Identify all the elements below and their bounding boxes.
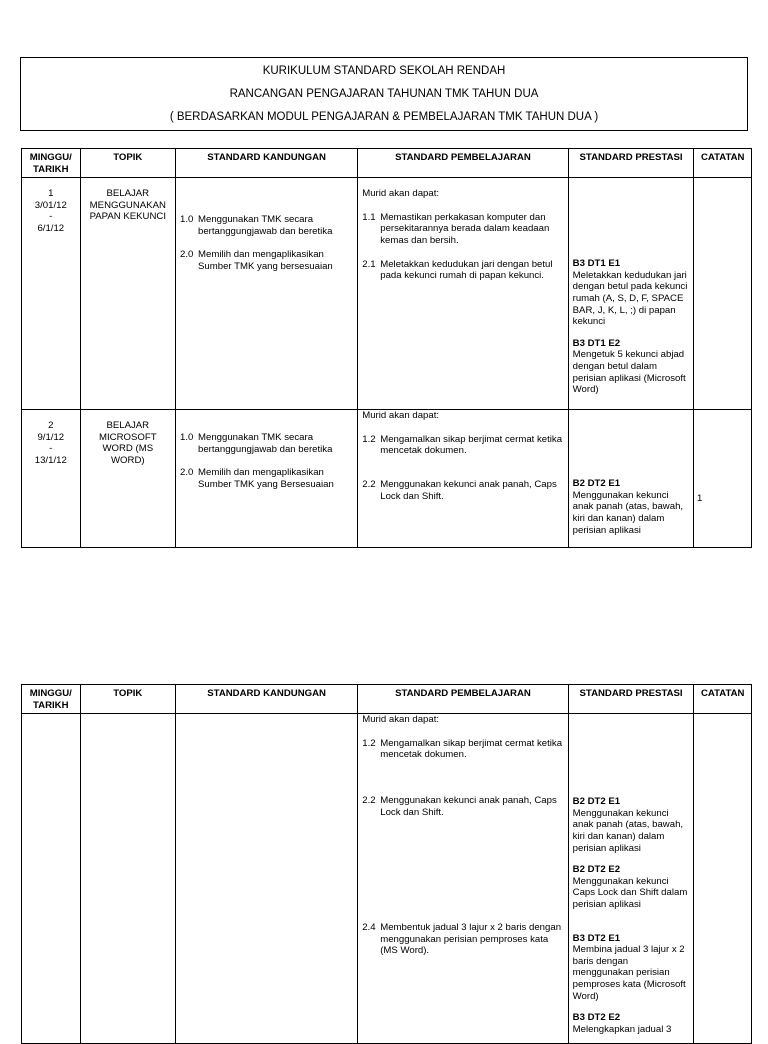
item-number: 1.2 [362, 737, 376, 749]
item-text: Menggunakan TMK secara bertanggungjawab dan beretika [198, 214, 333, 237]
week-date-separator: - [49, 211, 53, 223]
minggu-cell [22, 714, 81, 1044]
catatan-cell [694, 410, 752, 548]
prestasi-code: B3 DT2 E2 [572, 1012, 621, 1024]
prestasi-cell [568, 410, 694, 548]
pembelajaran-item [362, 922, 563, 957]
item-number: 2.2 [362, 478, 376, 490]
col-topik-header: TOPIK [80, 149, 175, 178]
kandungan-item [180, 467, 353, 490]
document-header [20, 57, 748, 131]
table-header-row [22, 685, 752, 714]
prestasi-text: Menggunakan kekunci anak panah (atas, bawah, kiri dan kanan) dalam perisian aplikasi [572, 807, 684, 854]
catatan-cell [694, 714, 752, 1044]
prestasi-text: Menggunakan kekunci Caps Lock dan Shift dalam perisian aplikasi [572, 875, 688, 910]
week-number: 2 [48, 420, 54, 432]
week-end-date: 13/1/12 [34, 454, 67, 466]
table-row [22, 714, 752, 1044]
prestasi-code: B2 DT2 E2 [572, 864, 621, 876]
header-subtitle: RANCANGAN PENGAJARAN TAHUNAN TMK TAHUN DUA [229, 88, 539, 100]
prestasi-text: Meletakkan kedudukan jari dengan betul pada kekunci rumah (A, S, D, F, SPACE BAR, J, K, L, ;) di papan kekunci [572, 269, 688, 328]
item-text: Menggunakan TMK secara bertanggungjawab dan beretika [198, 432, 333, 455]
item-text: Mengamalkan sikap berjimat cermat ketika mencetak dokumen. [380, 433, 563, 457]
item-number: 2.2 [362, 794, 376, 806]
week-start-date: 3/01/12 [34, 199, 67, 211]
topik-cell: BELAJAR MENGGUNAKAN PAPAN KEKUNCI [80, 178, 175, 410]
col-minggu-header: MINGGU/ TARIKH [22, 685, 81, 714]
item-text: Memilih dan mengaplikasikan Sumber TMK yang bersesuaian [198, 249, 333, 272]
pembelajaran-item [362, 212, 563, 247]
item-number: 1.1 [362, 211, 376, 223]
header-title: KURIKULUM STANDARD SEKOLAH RENDAH [262, 65, 506, 77]
item-text: Memastikan perkakasan komputer dan persekitarannya berada dalam keadaan kemas dan bersih. [380, 211, 550, 246]
prestasi-code: B3 DT1 E2 [572, 337, 621, 349]
kandungan-item [180, 249, 353, 272]
pembelajaran-item [362, 434, 563, 457]
item-number: 1.2 [362, 433, 376, 445]
item-number: 2.4 [362, 922, 376, 934]
col-pembelajaran-header: STANDARD PEMBELAJARAN [358, 685, 568, 714]
prestasi-text: Melengkapkan jadual 3 [572, 1023, 672, 1035]
item-text: Meletakkan kedudukan jari dengan betul pada kekunci rumah di papan kekunci. [380, 258, 553, 282]
table-row [22, 178, 752, 410]
col-prestasi-header: STANDARD PRESTASI [568, 149, 694, 178]
week-date-separator: - [49, 443, 53, 455]
item-text: Menggunakan kekunci anak panah, Caps Lock dan Shift. [380, 794, 557, 818]
pembelajaran-item [362, 259, 563, 282]
kandungan-cell [176, 714, 358, 1044]
item-number: 2.0 [180, 467, 194, 479]
pembelajaran-item [362, 479, 563, 502]
item-number: 2.1 [362, 258, 376, 270]
prestasi-code: B3 DT1 E1 [572, 258, 621, 270]
item-number: 1.0 [180, 214, 194, 226]
prestasi-cell [568, 714, 694, 1044]
intro-text: Murid akan dapat: [362, 410, 440, 422]
pembelajaran-item [362, 795, 563, 818]
plan-table-page-2 [21, 684, 752, 1044]
topik-cell: BELAJAR MICROSOFT WORD (MS WORD) [80, 410, 175, 548]
intro-text: Murid akan dapat: [362, 714, 440, 726]
item-number: 1.0 [180, 432, 194, 444]
prestasi-text: Mengetuk 5 kekunci abjad dengan betul dalam perisian aplikasi (Microsoft Word) [572, 349, 686, 396]
col-catatan-header: CATATAN [694, 149, 752, 178]
col-kandungan-header: STANDARD KANDUNGAN [176, 149, 358, 178]
week-start-date: 9/1/12 [37, 431, 65, 443]
catatan-cell [694, 178, 752, 410]
table-row [22, 410, 752, 548]
header-note: ( BERDASARKAN MODUL PENGAJARAN & PEMBELAJARAN TMK TAHUN DUA ) [169, 111, 599, 123]
col-catatan-header: CATATAN [694, 685, 752, 714]
prestasi-code: B2 DT2 E1 [572, 796, 621, 808]
kandungan-cell [176, 410, 358, 548]
col-pembelajaran-header: STANDARD PEMBELAJARAN [358, 149, 568, 178]
prestasi-text: Menggunakan kekunci anak panah (atas, bawah, kiri dan kanan) dalam perisian aplikasi [572, 489, 684, 536]
pembelajaran-cell [358, 178, 568, 410]
item-text: Memilih dan mengaplikasikan Sumber TMK yang Bersesuaian [198, 467, 334, 490]
item-text: Menggunakan kekunci anak panah, Caps Lock dan Shift. [380, 478, 557, 502]
minggu-cell [22, 410, 81, 548]
intro-text: Murid akan dapat: [362, 188, 440, 200]
item-text: Membentuk jadual 3 lajur x 2 baris dengan menggunakan perisian pemproses kata (MS Word). [380, 922, 562, 957]
week-number: 1 [48, 188, 54, 200]
table-header-row [22, 149, 752, 178]
week-end-date: 6/1/12 [37, 222, 65, 234]
kandungan-item [180, 214, 353, 237]
pembelajaran-item [362, 738, 563, 761]
pembelajaran-cell [358, 410, 568, 548]
kandungan-cell [176, 178, 358, 410]
prestasi-code: B2 DT2 E1 [572, 478, 621, 490]
col-topik-header: TOPIK [80, 685, 175, 714]
prestasi-text: Membina jadual 3 lajur x 2 baris dengan menggunakan perisian pemproses kata (Microsoft Word) [572, 944, 686, 1002]
col-kandungan-header: STANDARD KANDUNGAN [176, 685, 358, 714]
item-number: 2.0 [180, 249, 194, 261]
col-minggu-header: MINGGU/ TARIKH [22, 149, 81, 178]
kandungan-item [180, 432, 353, 455]
pembelajaran-cell [358, 714, 568, 1044]
prestasi-cell [568, 178, 694, 410]
col-prestasi-header: STANDARD PRESTASI [568, 685, 694, 714]
topik-cell [80, 714, 175, 1044]
prestasi-code: B3 DT2 E1 [572, 932, 621, 944]
page-number: 1 [697, 493, 703, 504]
item-text: Mengamalkan sikap berjimat cermat ketika mencetak dokumen. [380, 737, 563, 761]
minggu-cell [22, 178, 81, 410]
plan-table-page-1 [21, 148, 752, 548]
